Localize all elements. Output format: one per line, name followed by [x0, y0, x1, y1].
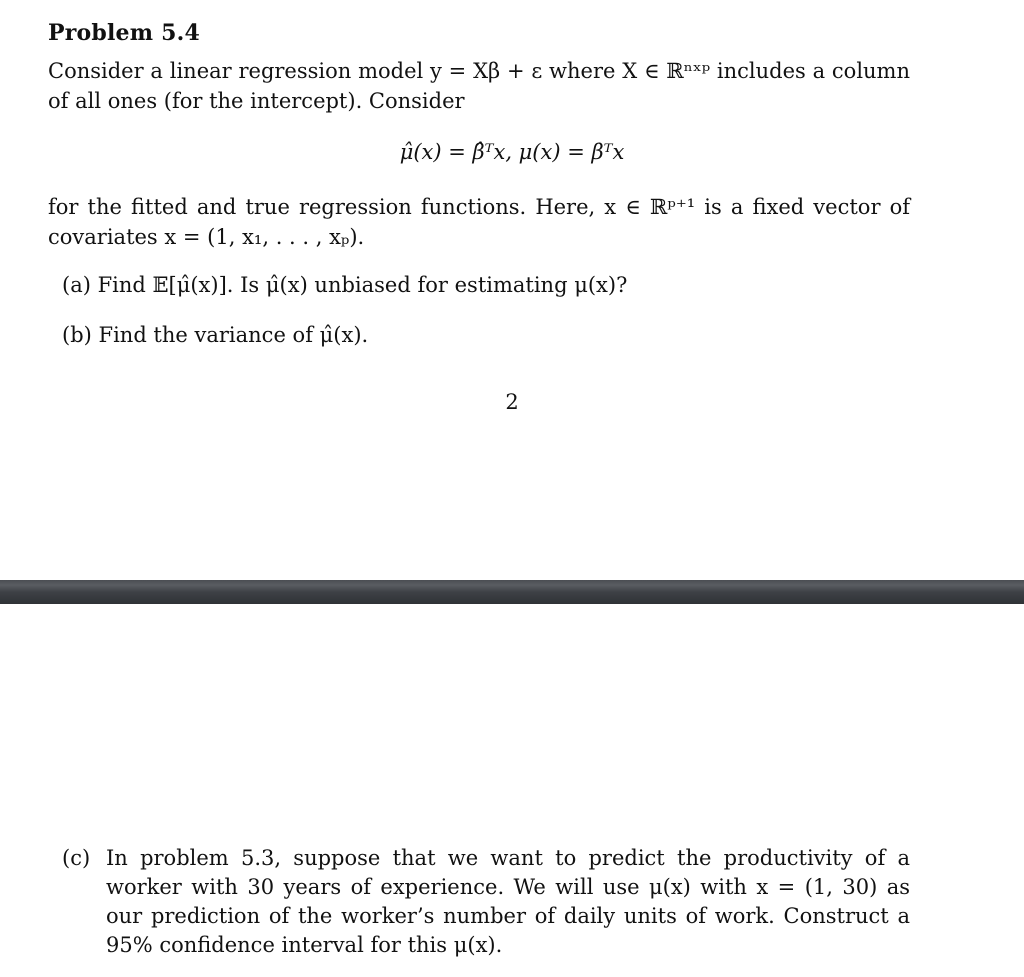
problem-context-paragraph: for the fitted and true regression functions. Here, x ∈ ℝᵖ⁺¹ is a fixed vector of covariates x = (1, x₁, . . . , xₚ).: [48, 195, 910, 249]
problem-intro-paragraph: Consider a linear regression model y = Xβ + ε where X ∈ ℝⁿˣᵖ includes a column of all ones (for the intercept). Consider: [48, 59, 910, 113]
question-part-c: [62, 844, 910, 960]
display-equation: μ̂(x) = β̂ᵀx, μ(x) = βᵀx: [399, 140, 625, 164]
question-part-b: (b) Find the variance of μ̂(x).: [62, 323, 369, 347]
question-part-c-label: (c): [62, 846, 91, 870]
question-part-c-text: In problem 5.3, suppose that we want to predict the productivity of a worker with 30 years of experience. We will use μ(x) with x = (1, 30) as our prediction of the worker’s number of daily units of work. Construct a 95% confidence interval for this μ(x).: [106, 846, 910, 957]
problem-heading: Problem 5.4: [48, 20, 200, 46]
question-part-a: (a) Find 𝔼[μ̂(x)]. Is μ̂(x) unbiased for estimating μ(x)?: [62, 273, 628, 297]
page-divider-bar: [0, 580, 1024, 604]
page-number: 2: [505, 390, 519, 414]
